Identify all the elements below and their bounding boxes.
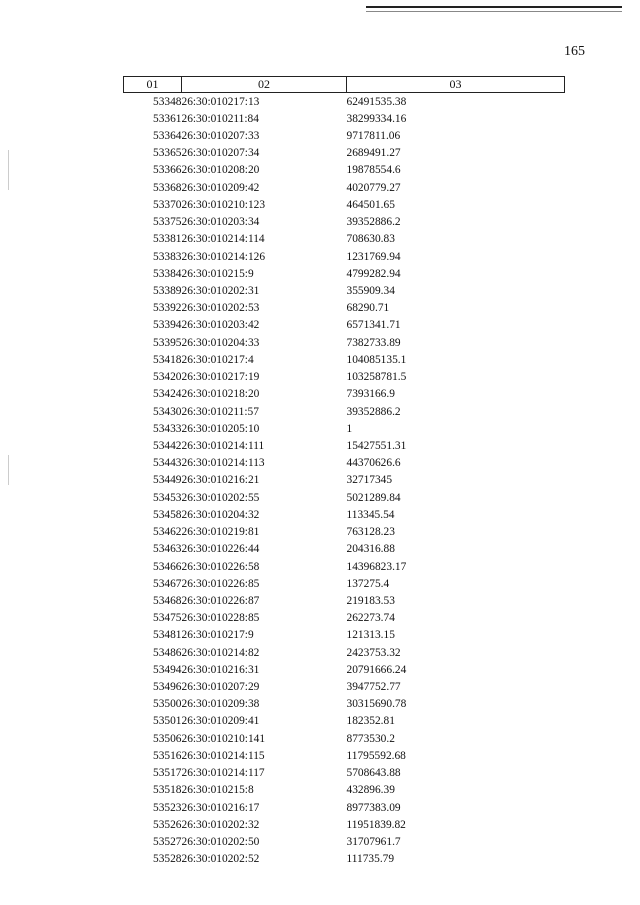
- table-row: [124, 696, 565, 713]
- cadastral-number-cell: 26:30:010216:21: [181, 474, 260, 487]
- cadastral-number-cell: 26:30:010207:33: [181, 130, 260, 143]
- table-row: [124, 231, 565, 248]
- table-row: [124, 661, 565, 678]
- table-row: [124, 644, 565, 661]
- table-row: [124, 110, 565, 127]
- table-row: [124, 799, 565, 816]
- record-number-cell: 53528: [153, 853, 182, 866]
- table-row: [124, 351, 565, 368]
- value-cell: 3947752.77: [346, 681, 401, 694]
- table-row: [124, 145, 565, 162]
- value-cell: 44370626.6: [346, 457, 401, 470]
- cadastral-number-cell: 26:30:010211:84: [181, 112, 259, 125]
- table-row: [124, 765, 565, 782]
- cadastral-number-cell: 26:30:010209:41: [181, 715, 260, 728]
- value-cell: 262273.74: [346, 612, 395, 625]
- cadastral-number-cell: 26:30:010214:115: [181, 749, 265, 762]
- table-row: [124, 455, 565, 472]
- value-cell: 31707961.7: [346, 836, 401, 849]
- value-cell: 30315690.78: [346, 698, 407, 711]
- value-cell: 204316.88: [346, 543, 395, 556]
- column-header: 02: [182, 77, 347, 93]
- record-number-cell: 53420: [153, 371, 182, 384]
- table-row: [124, 127, 565, 144]
- value-cell: 11795592.68: [346, 749, 406, 762]
- header-rule: [366, 6, 622, 8]
- cadastral-number-cell: 26:30:010207:34: [181, 147, 260, 160]
- table-row: [124, 730, 565, 747]
- table-row: [124, 437, 565, 454]
- record-number-cell: 53383: [153, 250, 182, 263]
- cadastral-number-cell: 26:30:010214:82: [181, 646, 260, 659]
- record-number-cell: 53501: [153, 715, 182, 728]
- table-row: [124, 782, 565, 799]
- table-row: [124, 713, 565, 730]
- cadastral-number-cell: 26:30:010202:55: [181, 491, 260, 504]
- column-header: 01: [124, 77, 182, 93]
- record-number-cell: 53424: [153, 388, 182, 401]
- value-cell: 68290.71: [346, 302, 390, 315]
- table-row: [124, 196, 565, 213]
- record-number-cell: 53384: [153, 267, 182, 280]
- value-cell: 62491535.38: [346, 95, 407, 108]
- record-number-cell: 53453: [153, 491, 182, 504]
- record-number-cell: 53463: [153, 543, 182, 556]
- header-rule-thin: [366, 11, 622, 12]
- cadastral-number-cell: 26:30:010228:85: [181, 612, 260, 625]
- cadastral-number-cell: 26:30:010216:31: [181, 663, 260, 676]
- cadastral-number-cell: 26:30:010202:53: [181, 302, 260, 315]
- record-number-cell: 53449: [153, 474, 182, 487]
- cadastral-number-cell: 26:30:010226:87: [181, 594, 260, 607]
- table-row: [124, 317, 565, 334]
- table-row: [124, 610, 565, 627]
- table-row: [124, 386, 565, 403]
- table-row: [124, 747, 565, 764]
- record-number-cell: 53443: [153, 457, 182, 470]
- table-row: [124, 472, 565, 489]
- cadastral-number-cell: 26:30:010214:114: [181, 233, 265, 246]
- cadastral-number-cell: 26:30:010208:20: [181, 164, 260, 177]
- record-number-cell: 53364: [153, 130, 182, 143]
- table-row: [124, 214, 565, 231]
- table-body: [124, 93, 565, 868]
- scan-margin-mark: [8, 150, 9, 190]
- table-row: [124, 282, 565, 299]
- record-number-cell: 53523: [153, 801, 182, 814]
- cadastral-number-cell: 26:30:010219:81: [181, 526, 260, 539]
- table-row: [124, 592, 565, 609]
- record-number-cell: 53486: [153, 646, 182, 659]
- record-number-cell: 53500: [153, 698, 182, 711]
- record-number-cell: 53370: [153, 198, 182, 211]
- value-cell: 104085135.1: [346, 353, 407, 366]
- table-row: [124, 265, 565, 282]
- value-cell: 4020779.27: [346, 181, 401, 194]
- value-cell: 4799282.94: [346, 267, 401, 280]
- cadastral-number-cell: 26:30:010214:113: [181, 457, 265, 470]
- table-row: [124, 248, 565, 265]
- record-number-cell: 53516: [153, 749, 182, 762]
- cadastral-number-cell: 26:30:010226:44: [181, 543, 260, 556]
- table-row: [124, 558, 565, 575]
- scan-margin-mark: [8, 455, 9, 485]
- value-cell: 1231769.94: [346, 250, 401, 263]
- record-number-cell: 53458: [153, 508, 182, 521]
- value-cell: 2689491.27: [346, 147, 401, 160]
- record-number-cell: 53494: [153, 663, 182, 676]
- record-number-cell: 53496: [153, 681, 182, 694]
- cadastral-number-cell: 26:30:010209:38: [181, 698, 260, 711]
- table-row: [124, 678, 565, 695]
- table-row: [124, 851, 565, 868]
- table-row: [124, 816, 565, 833]
- value-cell: 39352886.2: [346, 405, 401, 418]
- cadastral-number-cell: 26:30:010202:31: [181, 285, 260, 298]
- cadastral-number-cell: 26:30:010217:19: [181, 371, 260, 384]
- cadastral-number-cell: 26:30:010204:33: [181, 336, 260, 349]
- table-row: [124, 523, 565, 540]
- cadastral-number-cell: 26:30:010214:111: [181, 439, 265, 452]
- value-cell: 6571341.71: [346, 319, 401, 332]
- cadastral-number-cell: 26:30:010203:34: [181, 216, 260, 229]
- record-number-cell: 53366: [153, 164, 182, 177]
- value-cell: 5708643.88: [346, 767, 401, 780]
- record-number-cell: 53365: [153, 147, 182, 160]
- cadastral-number-cell: 26:30:010226:58: [181, 560, 260, 573]
- value-cell: 2423753.32: [346, 646, 401, 659]
- cadastral-number-cell: 26:30:010217:4: [181, 353, 254, 366]
- table-row: [124, 833, 565, 850]
- record-number-cell: 53418: [153, 353, 182, 366]
- value-cell: 20791666.24: [346, 663, 407, 676]
- value-cell: 111735.79: [346, 853, 395, 866]
- value-cell: 7393166.9: [346, 388, 395, 401]
- cadastral-number-cell: 26:30:010202:32: [181, 818, 260, 831]
- value-cell: 121313.15: [346, 629, 395, 642]
- value-cell: 14396823.17: [346, 560, 407, 573]
- value-cell: 763128.23: [346, 526, 395, 539]
- cadastral-number-cell: 26:30:010204:32: [181, 508, 260, 521]
- value-cell: 32717345: [346, 474, 393, 487]
- page-number: 165: [564, 44, 585, 59]
- value-cell: 103258781.5: [346, 371, 407, 384]
- cadastral-number-cell: 26:30:010207:29: [181, 681, 260, 694]
- cadastral-number-cell: 26:30:010202:52: [181, 853, 260, 866]
- record-number-cell: 53468: [153, 594, 182, 607]
- table-row: [124, 420, 565, 437]
- column-header: 03: [347, 77, 565, 93]
- record-number-cell: 53517: [153, 767, 182, 780]
- value-cell: 113345.54: [346, 508, 395, 521]
- record-number-cell: 53518: [153, 784, 182, 797]
- table-row: [124, 506, 565, 523]
- table-row: [124, 179, 565, 196]
- table-row: [124, 489, 565, 506]
- record-number-cell: 53368: [153, 181, 182, 194]
- record-number-cell: 53395: [153, 336, 182, 349]
- cadastral-number-cell: 26:30:010218:20: [181, 388, 260, 401]
- record-number-cell: 53394: [153, 319, 182, 332]
- table-row: [124, 162, 565, 179]
- value-cell: 39352886.2: [346, 216, 401, 229]
- table-row: [124, 369, 565, 386]
- table-row: [124, 334, 565, 351]
- record-number-cell: 53430: [153, 405, 182, 418]
- value-cell: 38299334.16: [346, 112, 407, 125]
- cadastral-number-cell: 26:30:010226:85: [181, 577, 260, 590]
- cadastral-number-cell: 26:30:010217:9: [181, 629, 254, 642]
- cadastral-number-cell: 26:30:010214:126: [181, 250, 266, 263]
- table-row: [124, 575, 565, 592]
- record-number-cell: 53348: [153, 95, 182, 108]
- record-number-cell: 53481: [153, 629, 182, 642]
- value-cell: 464501.65: [346, 198, 395, 211]
- cadastral-number-cell: 26:30:010214:117: [181, 767, 265, 780]
- cadastral-number-cell: 26:30:010215:9: [181, 267, 254, 280]
- record-number-cell: 53433: [153, 422, 182, 435]
- table-row: [124, 300, 565, 317]
- cadastral-number-cell: 26:30:010211:57: [181, 405, 259, 418]
- cadastral-number-cell: 26:30:010203:42: [181, 319, 260, 332]
- record-number-cell: 53526: [153, 818, 182, 831]
- cadastral-number-cell: 26:30:010205:10: [181, 422, 260, 435]
- table-header-row: [124, 77, 565, 93]
- value-cell: 11951839.82: [346, 818, 406, 831]
- record-number-cell: 53442: [153, 439, 182, 452]
- table-row: [124, 541, 565, 558]
- value-cell: 19878554.6: [346, 164, 401, 177]
- record-number-cell: 53392: [153, 302, 182, 315]
- cadastral-number-cell: 26:30:010217:13: [181, 95, 260, 108]
- cadastral-number-cell: 26:30:010215:8: [181, 784, 254, 797]
- value-cell: 9717811.06: [346, 130, 401, 143]
- cadastral-number-cell: 26:30:010202:50: [181, 836, 260, 849]
- table-row: [124, 403, 565, 420]
- value-cell: 355909.34: [346, 285, 395, 298]
- cadastral-number-cell: 26:30:010209:42: [181, 181, 260, 194]
- record-number-cell: 53381: [153, 233, 182, 246]
- value-cell: 432896.39: [346, 784, 395, 797]
- cadastral-number-cell: 26:30:010210:141: [181, 732, 266, 745]
- record-number-cell: 53475: [153, 612, 182, 625]
- cadastral-number-cell: 26:30:010216:17: [181, 801, 260, 814]
- record-number-cell: 53527: [153, 836, 182, 849]
- record-number-cell: 53375: [153, 216, 182, 229]
- record-number-cell: 53467: [153, 577, 182, 590]
- record-number-cell: 53361: [153, 112, 182, 125]
- value-cell: 219183.53: [346, 594, 395, 607]
- record-number-cell: 53462: [153, 526, 182, 539]
- value-cell: 137275.4: [346, 577, 390, 590]
- record-number-cell: 53466: [153, 560, 182, 573]
- value-cell: 1: [346, 422, 353, 435]
- value-cell: 7382733.89: [346, 336, 401, 349]
- value-cell: 182352.81: [346, 715, 395, 728]
- value-cell: 8773530.2: [346, 732, 395, 745]
- cadastral-number-cell: 26:30:010210:123: [181, 198, 266, 211]
- record-number-cell: 53389: [153, 285, 182, 298]
- table-row: [124, 93, 565, 111]
- value-cell: 8977383.09: [346, 801, 401, 814]
- value-cell: 15427551.31: [346, 439, 407, 452]
- value-cell: 708630.83: [346, 233, 395, 246]
- record-number-cell: 53506: [153, 732, 182, 745]
- table-row: [124, 627, 565, 644]
- data-table: [123, 76, 565, 868]
- value-cell: 5021289.84: [346, 491, 401, 504]
